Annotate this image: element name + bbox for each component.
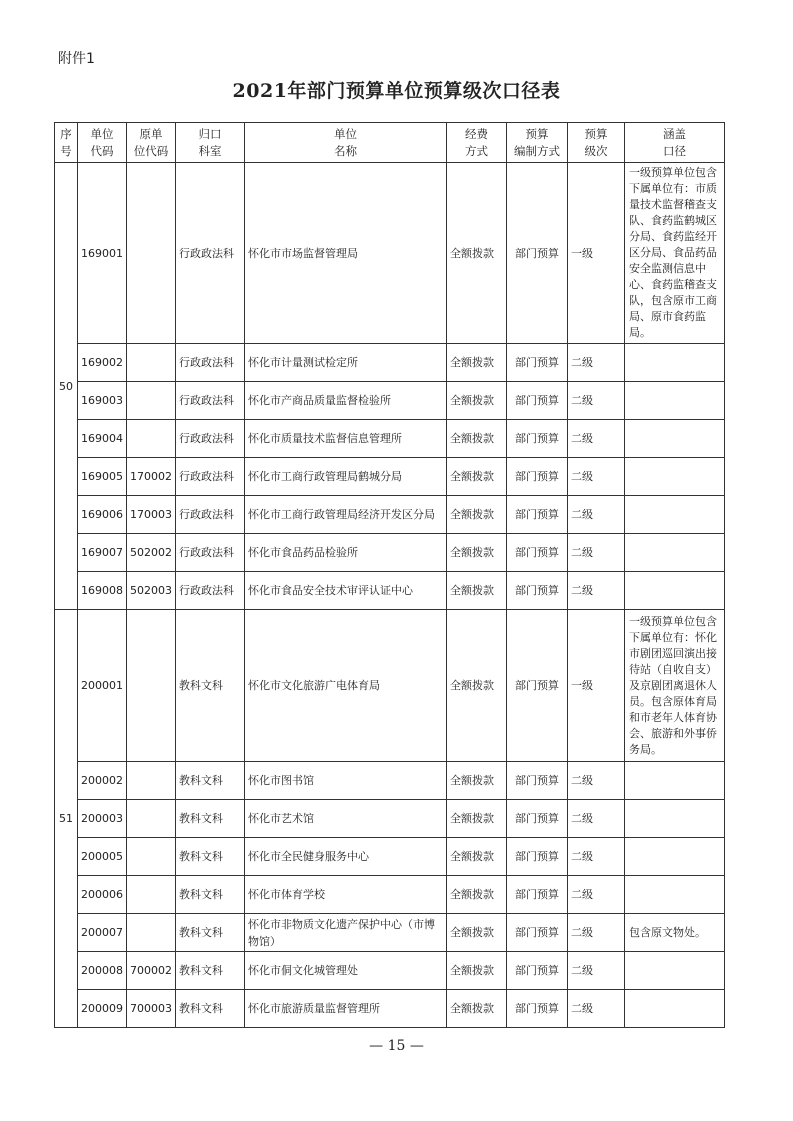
cell-method: 部门预算 — [507, 382, 568, 420]
cell-fund: 全额拨款 — [447, 800, 507, 838]
table-row — [55, 534, 725, 572]
cell-dept: 教科文科 — [176, 952, 245, 990]
cell-level: 二级 — [568, 382, 625, 420]
cell-dept: 行政政法科 — [176, 496, 245, 534]
cell-fund: 全额拨款 — [447, 952, 507, 990]
cell-note: 一级预算单位包含下属单位有：怀化市剧团巡回演出接待站（自收自支）及京剧团离退休人员。包含原体育局和市老年人体育协会、旅游和外事侨务局。 — [625, 610, 725, 762]
cell-level: 二级 — [568, 990, 625, 1028]
cell-name: 怀化市工商行政管理局经济开发区分局 — [245, 496, 447, 534]
cell-old-code — [127, 382, 176, 420]
cell-method: 部门预算 — [507, 610, 568, 762]
table-header-row — [55, 123, 725, 163]
cell-old-code: 502002 — [127, 534, 176, 572]
cell-old-code — [127, 420, 176, 458]
cell-level: 二级 — [568, 534, 625, 572]
cell-name: 怀化市产商品质量监督检验所 — [245, 382, 447, 420]
header-fund: 经费 方式 — [447, 123, 507, 163]
cell-seq: 51 — [55, 610, 78, 1028]
cell-note — [625, 458, 725, 496]
table-row — [55, 610, 725, 762]
cell-code: 200008 — [78, 952, 127, 990]
cell-level: 二级 — [568, 952, 625, 990]
cell-method: 部门预算 — [507, 458, 568, 496]
cell-name: 怀化市旅游质量监督管理所 — [245, 990, 447, 1028]
cell-dept: 教科文科 — [176, 914, 245, 952]
cell-dept: 教科文科 — [176, 876, 245, 914]
table-row — [55, 458, 725, 496]
cell-method: 部门预算 — [507, 572, 568, 610]
cell-level: 二级 — [568, 800, 625, 838]
table-row — [55, 762, 725, 800]
cell-note — [625, 990, 725, 1028]
cell-level: 二级 — [568, 496, 625, 534]
cell-old-code — [127, 344, 176, 382]
cell-old-code — [127, 800, 176, 838]
cell-level: 二级 — [568, 420, 625, 458]
cell-dept: 行政政法科 — [176, 163, 245, 344]
header-method: 预算 编制方式 — [507, 123, 568, 163]
cell-fund: 全额拨款 — [447, 496, 507, 534]
cell-method: 部门预算 — [507, 800, 568, 838]
cell-name: 怀化市全民健身服务中心 — [245, 838, 447, 876]
table-row — [55, 914, 725, 952]
cell-fund: 全额拨款 — [447, 458, 507, 496]
header-old-code: 原单 位代码 — [127, 123, 176, 163]
cell-name: 怀化市侗文化城管理处 — [245, 952, 447, 990]
cell-code: 169003 — [78, 382, 127, 420]
table-row — [55, 420, 725, 458]
cell-method: 部门预算 — [507, 876, 568, 914]
header-dept: 归口 科室 — [176, 123, 245, 163]
cell-level: 二级 — [568, 458, 625, 496]
cell-name: 怀化市图书馆 — [245, 762, 447, 800]
table-row — [55, 876, 725, 914]
cell-note — [625, 496, 725, 534]
cell-old-code — [127, 163, 176, 344]
cell-code: 200001 — [78, 610, 127, 762]
cell-note — [625, 534, 725, 572]
cell-code: 169004 — [78, 420, 127, 458]
cell-fund: 全额拨款 — [447, 382, 507, 420]
cell-code: 169006 — [78, 496, 127, 534]
cell-dept: 行政政法科 — [176, 572, 245, 610]
cell-fund: 全额拨款 — [447, 610, 507, 762]
cell-fund: 全额拨款 — [447, 534, 507, 572]
cell-name: 怀化市体育学校 — [245, 876, 447, 914]
cell-note: 一级预算单位包含下属单位有：市质量技术监督稽查支队、食药监鹤城区分局、食药监经开区分局、食品药品安全监测信息中心、食药监稽查支队，包含原市工商局、原市食药监局。 — [625, 163, 725, 344]
cell-fund: 全额拨款 — [447, 990, 507, 1028]
page-number: — 15 — — [369, 1038, 424, 1054]
cell-name: 怀化市艺术馆 — [245, 800, 447, 838]
cell-method: 部门预算 — [507, 163, 568, 344]
cell-old-code — [127, 876, 176, 914]
cell-seq: 50 — [55, 163, 78, 610]
cell-old-code — [127, 762, 176, 800]
cell-code: 169002 — [78, 344, 127, 382]
cell-old-code — [127, 610, 176, 762]
cell-code: 200006 — [78, 876, 127, 914]
attachment-label: 附件1 — [58, 51, 95, 67]
table-row — [55, 382, 725, 420]
cell-code: 169005 — [78, 458, 127, 496]
cell-old-code: 502003 — [127, 572, 176, 610]
cell-code: 200007 — [78, 914, 127, 952]
cell-note — [625, 952, 725, 990]
cell-fund: 全额拨款 — [447, 572, 507, 610]
cell-level: 二级 — [568, 344, 625, 382]
table-row — [55, 163, 725, 344]
cell-method: 部门预算 — [507, 762, 568, 800]
cell-code: 169007 — [78, 534, 127, 572]
cell-method: 部门预算 — [507, 990, 568, 1028]
cell-method: 部门预算 — [507, 952, 568, 990]
cell-method: 部门预算 — [507, 914, 568, 952]
cell-old-code — [127, 838, 176, 876]
cell-old-code: 170002 — [127, 458, 176, 496]
table-row — [55, 838, 725, 876]
cell-dept: 行政政法科 — [176, 458, 245, 496]
cell-note — [625, 420, 725, 458]
cell-fund: 全额拨款 — [447, 762, 507, 800]
cell-level: 一级 — [568, 610, 625, 762]
cell-code: 169001 — [78, 163, 127, 344]
cell-fund: 全额拨款 — [447, 344, 507, 382]
cell-level: 二级 — [568, 914, 625, 952]
cell-level: 一级 — [568, 163, 625, 344]
cell-name: 怀化市非物质文化遗产保护中心（市博物馆） — [245, 914, 447, 952]
cell-dept: 教科文科 — [176, 610, 245, 762]
cell-old-code — [127, 914, 176, 952]
cell-fund: 全额拨款 — [447, 914, 507, 952]
cell-dept: 行政政法科 — [176, 344, 245, 382]
table-row — [55, 990, 725, 1028]
cell-method: 部门预算 — [507, 838, 568, 876]
cell-dept: 教科文科 — [176, 800, 245, 838]
header-seq: 序号 — [55, 123, 78, 163]
header-code: 单位 代码 — [78, 123, 127, 163]
cell-dept: 行政政法科 — [176, 420, 245, 458]
cell-level: 二级 — [568, 838, 625, 876]
cell-name: 怀化市市场监督管理局 — [245, 163, 447, 344]
cell-old-code: 170003 — [127, 496, 176, 534]
cell-name: 怀化市文化旅游广电体育局 — [245, 610, 447, 762]
cell-name: 怀化市质量技术监督信息管理所 — [245, 420, 447, 458]
cell-note — [625, 572, 725, 610]
cell-name: 怀化市工商行政管理局鹤城分局 — [245, 458, 447, 496]
cell-fund: 全额拨款 — [447, 838, 507, 876]
cell-fund: 全额拨款 — [447, 876, 507, 914]
cell-name: 怀化市计量测试检定所 — [245, 344, 447, 382]
table-row — [55, 952, 725, 990]
cell-method: 部门预算 — [507, 496, 568, 534]
cell-code: 200005 — [78, 838, 127, 876]
cell-note — [625, 876, 725, 914]
cell-dept: 教科文科 — [176, 762, 245, 800]
cell-code: 200009 — [78, 990, 127, 1028]
cell-level: 二级 — [568, 572, 625, 610]
cell-dept: 行政政法科 — [176, 534, 245, 572]
cell-old-code: 700003 — [127, 990, 176, 1028]
header-level: 预算 级次 — [568, 123, 625, 163]
cell-method: 部门预算 — [507, 420, 568, 458]
cell-note: 包含原文物处。 — [625, 914, 725, 952]
cell-note — [625, 800, 725, 838]
cell-dept: 教科文科 — [176, 838, 245, 876]
table-row — [55, 572, 725, 610]
table-row — [55, 344, 725, 382]
cell-level: 二级 — [568, 762, 625, 800]
cell-note — [625, 838, 725, 876]
cell-name: 怀化市食品药品检验所 — [245, 534, 447, 572]
cell-level: 二级 — [568, 876, 625, 914]
table-row — [55, 496, 725, 534]
cell-note — [625, 762, 725, 800]
cell-method: 部门预算 — [507, 344, 568, 382]
cell-code: 200003 — [78, 800, 127, 838]
cell-old-code: 700002 — [127, 952, 176, 990]
cell-dept: 行政政法科 — [176, 382, 245, 420]
cell-note — [625, 344, 725, 382]
header-note: 涵盖 口径 — [625, 123, 725, 163]
cell-fund: 全额拨款 — [447, 163, 507, 344]
budget-level-table — [54, 122, 725, 1028]
header-name: 单位 名称 — [245, 123, 447, 163]
cell-name: 怀化市食品安全技术审评认证中心 — [245, 572, 447, 610]
cell-fund: 全额拨款 — [447, 420, 507, 458]
cell-method: 部门预算 — [507, 534, 568, 572]
cell-code: 169008 — [78, 572, 127, 610]
document-title: 2021年部门预算单位预算级次口径表 — [232, 80, 561, 102]
cell-code: 200002 — [78, 762, 127, 800]
cell-note — [625, 382, 725, 420]
table-row — [55, 800, 725, 838]
cell-dept: 教科文科 — [176, 990, 245, 1028]
